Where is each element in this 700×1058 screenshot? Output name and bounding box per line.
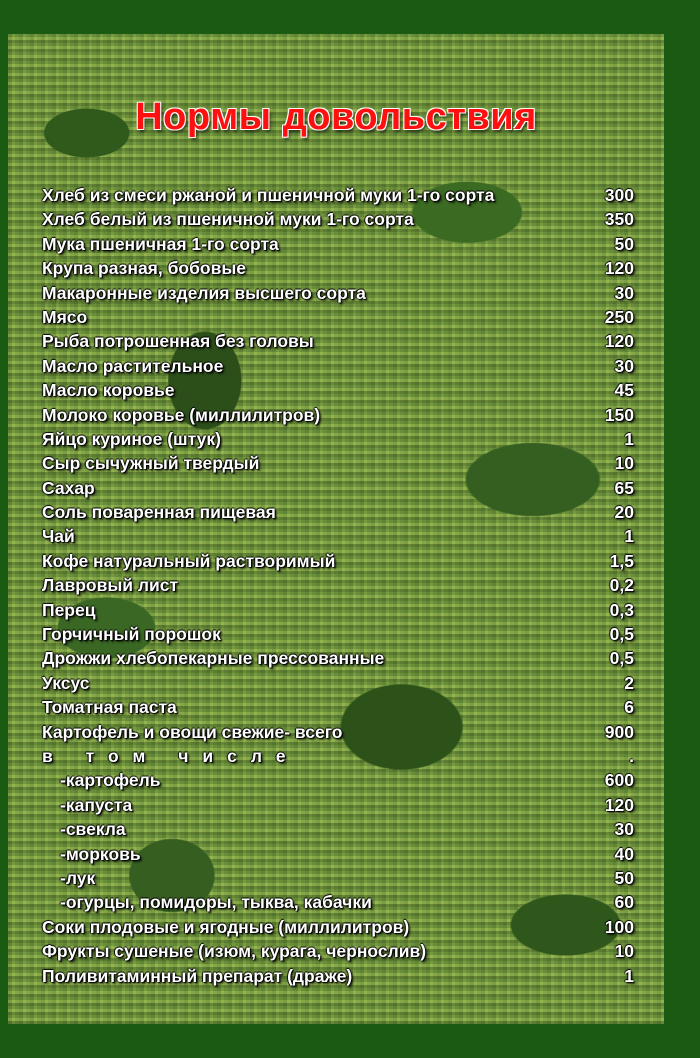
item-value: 10 bbox=[614, 941, 634, 962]
item-value: 10 bbox=[614, 453, 634, 474]
list-item bbox=[42, 256, 634, 280]
item-name: Макаронные изделия высшего сорта bbox=[42, 282, 366, 303]
list-item bbox=[42, 744, 634, 768]
item-value: 120 bbox=[604, 331, 634, 352]
list-item bbox=[42, 305, 634, 329]
item-name: Соки плодовые и ягодные (миллилитров) bbox=[42, 916, 410, 937]
list-item bbox=[42, 817, 634, 841]
list-item bbox=[42, 183, 634, 207]
item-value: 30 bbox=[614, 282, 634, 303]
item-value: 350 bbox=[604, 209, 634, 230]
list-item bbox=[42, 500, 634, 524]
list-item bbox=[42, 524, 634, 548]
item-value: . bbox=[629, 745, 634, 766]
item-value: 0,3 bbox=[609, 599, 634, 620]
item-value: 6 bbox=[624, 697, 634, 718]
list-item bbox=[42, 329, 634, 353]
list-item bbox=[42, 598, 634, 622]
list-item bbox=[42, 793, 634, 817]
item-name: Сахар bbox=[42, 477, 95, 498]
list-item bbox=[42, 939, 634, 963]
item-value: 30 bbox=[614, 819, 634, 840]
list-item bbox=[42, 646, 634, 670]
item-name: Масло растительное bbox=[42, 355, 224, 376]
list-item bbox=[42, 964, 634, 988]
list-item bbox=[42, 427, 634, 451]
list-item bbox=[42, 549, 634, 573]
item-name: Крупа разная, бобовые bbox=[42, 258, 247, 279]
item-name: -лук bbox=[60, 867, 96, 888]
item-name: -капуста bbox=[60, 794, 133, 815]
page-title: Нормы довольствия bbox=[135, 96, 537, 138]
item-value: 250 bbox=[604, 306, 634, 327]
item-name: Перец bbox=[42, 599, 96, 620]
list-item bbox=[42, 695, 634, 719]
item-value: 45 bbox=[614, 380, 634, 401]
list-item bbox=[42, 232, 634, 256]
item-name: Мясо bbox=[42, 306, 88, 327]
item-name: Молоко коровье (миллилитров) bbox=[42, 404, 321, 425]
item-value: 0,2 bbox=[609, 575, 634, 596]
list-item bbox=[42, 281, 634, 305]
item-value: 1,5 bbox=[609, 550, 634, 571]
item-value: 600 bbox=[604, 770, 634, 791]
item-value: 150 bbox=[604, 404, 634, 425]
item-value: 120 bbox=[604, 794, 634, 815]
item-value: 100 bbox=[604, 916, 634, 937]
list-item bbox=[42, 378, 634, 402]
item-name: Хлеб из смеси ржаной и пшеничной муки 1-го сорта bbox=[42, 185, 495, 205]
item-name: Масло коровье bbox=[42, 380, 175, 401]
item-value: 60 bbox=[614, 892, 634, 913]
item-value: 0,5 bbox=[609, 624, 634, 645]
list-item bbox=[42, 866, 634, 890]
item-value: 50 bbox=[614, 233, 634, 254]
item-name: в том числе bbox=[42, 745, 300, 766]
list-item bbox=[42, 915, 634, 939]
list-item bbox=[42, 403, 634, 427]
item-value: 20 bbox=[614, 502, 634, 523]
item-name: Горчичный порошок bbox=[42, 624, 221, 645]
list-item bbox=[42, 451, 634, 475]
item-name: Поливитаминный препарат (драже) bbox=[42, 965, 353, 986]
list-item bbox=[42, 720, 634, 744]
ration-list bbox=[42, 183, 634, 988]
list-item bbox=[42, 842, 634, 866]
item-name: Уксус bbox=[42, 672, 90, 693]
item-value: 120 bbox=[604, 258, 634, 279]
item-name: Дрожжи хлебопекарные прессованные bbox=[42, 648, 385, 669]
item-value: 300 bbox=[604, 185, 634, 205]
item-name: Чай bbox=[42, 526, 75, 547]
item-value: 1 bbox=[624, 428, 634, 449]
item-value: 65 bbox=[614, 477, 634, 498]
item-name: Яйцо куриное (штук) bbox=[42, 428, 221, 449]
list-item bbox=[42, 671, 634, 695]
item-value: 2 bbox=[624, 672, 634, 693]
list-item bbox=[42, 768, 634, 792]
item-name: Рыба потрошенная без головы bbox=[42, 331, 314, 352]
list-item bbox=[42, 207, 634, 231]
item-name: -картофель bbox=[60, 770, 161, 791]
item-name: -свекла bbox=[60, 819, 126, 840]
item-value: 1 bbox=[624, 965, 634, 986]
item-value: 0,5 bbox=[609, 648, 634, 669]
list-item bbox=[42, 890, 634, 914]
item-name: Лавровый лист bbox=[42, 575, 179, 596]
list-item bbox=[42, 354, 634, 378]
item-name: Томатная паста bbox=[42, 697, 177, 718]
item-name: -огурцы, помидоры, тыква, кабачки bbox=[60, 892, 372, 913]
item-value: 40 bbox=[614, 843, 634, 864]
item-value: 1 bbox=[624, 526, 634, 547]
item-name: Кофе натуральный растворимый bbox=[42, 550, 336, 571]
item-name: Мука пшеничная 1-го сорта bbox=[42, 233, 279, 254]
item-name: Хлеб белый из пшеничной муки 1-го сорта bbox=[42, 209, 414, 230]
item-name: Сыр сычужный твердый bbox=[42, 453, 260, 474]
list-item bbox=[42, 573, 634, 597]
item-value: 900 bbox=[604, 721, 634, 742]
item-value: 50 bbox=[614, 867, 634, 888]
item-value: 30 bbox=[614, 355, 634, 376]
item-name: Картофель и овощи свежие- всего bbox=[42, 721, 343, 742]
list-item bbox=[42, 476, 634, 500]
list-item bbox=[42, 622, 634, 646]
item-name: Соль поваренная пищевая bbox=[42, 502, 276, 523]
item-name: Фрукты сушеные (изюм, курага, чернослив) bbox=[42, 941, 427, 962]
item-name: -морковь bbox=[60, 843, 141, 864]
